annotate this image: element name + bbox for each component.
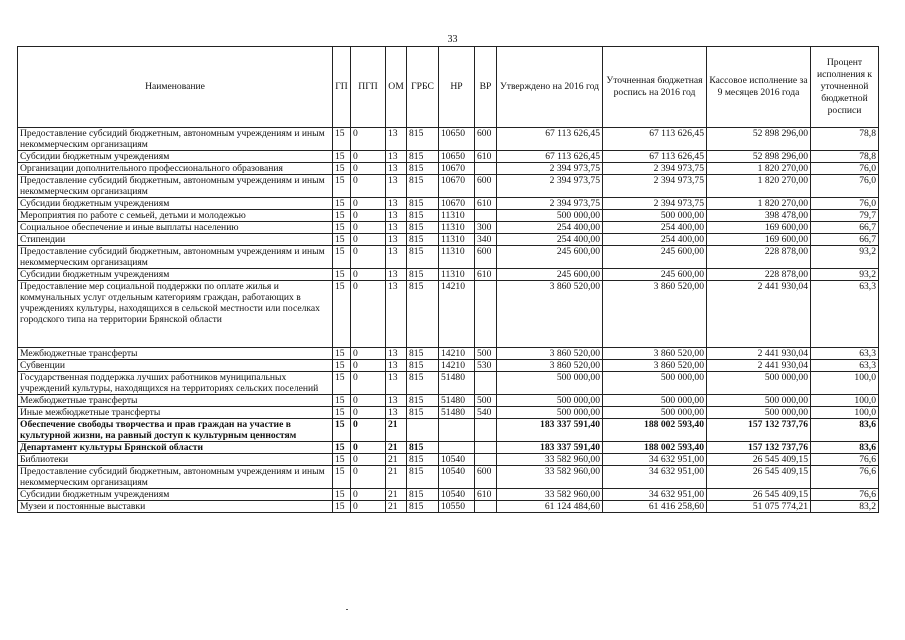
cell-percent: 83,6 — [811, 442, 879, 454]
cell-name: Государственная поддержка лучших работников муниципальных учреждений культуры, находящихся на территориях сельских поселений — [18, 372, 333, 395]
cell-cash: 228 878,00 — [707, 246, 811, 269]
table-row — [18, 198, 879, 210]
cell-om: 13 — [386, 128, 407, 151]
cell-grbs: 815 — [407, 466, 439, 489]
cell-vr: 600 — [475, 246, 497, 269]
cell-refined: 3 860 520,00 — [603, 281, 707, 348]
cell-gp: 15 — [333, 395, 351, 407]
cell-om: 13 — [386, 163, 407, 175]
cell-nr: 10540 — [439, 454, 475, 466]
cell-approved: 500 000,00 — [497, 407, 603, 419]
cell-om: 21 — [386, 501, 407, 513]
cell-approved: 2 394 973,75 — [497, 163, 603, 175]
cell-nr: 11310 — [439, 210, 475, 222]
cell-approved: 33 582 960,00 — [497, 489, 603, 501]
cell-cash: 500 000,00 — [707, 395, 811, 407]
cell-grbs: 815 — [407, 360, 439, 372]
cell-grbs: 815 — [407, 454, 439, 466]
cell-grbs — [407, 419, 439, 442]
cell-approved: 500 000,00 — [497, 210, 603, 222]
cell-vr: 300 — [475, 222, 497, 234]
cell-name: Субсидии бюджетным учреждениям — [18, 198, 333, 210]
table-row — [18, 489, 879, 501]
cell-refined: 500 000,00 — [603, 407, 707, 419]
cell-gp: 15 — [333, 269, 351, 281]
cell-om: 21 — [386, 419, 407, 442]
table-row — [18, 281, 879, 348]
cell-refined: 254 400,00 — [603, 234, 707, 246]
cell-grbs: 815 — [407, 198, 439, 210]
cell-om: 21 — [386, 466, 407, 489]
header-ppgp: ПГП — [351, 47, 386, 128]
table-row — [18, 466, 879, 489]
cell-vr — [475, 419, 497, 442]
cell-cash: 2 441 930,04 — [707, 281, 811, 348]
header-gp: ГП — [333, 47, 351, 128]
cell-vr: 500 — [475, 348, 497, 360]
cell-vr: 600 — [475, 128, 497, 151]
cell-gp: 15 — [333, 442, 351, 454]
cell-grbs: 815 — [407, 128, 439, 151]
table-row — [18, 234, 879, 246]
cell-name: Библиотеки — [18, 454, 333, 466]
scan-mark — [346, 609, 348, 610]
cell-refined: 500 000,00 — [603, 372, 707, 395]
cell-grbs: 815 — [407, 281, 439, 348]
cell-grbs: 815 — [407, 163, 439, 175]
table-row — [18, 246, 879, 269]
cell-approved: 2 394 973,75 — [497, 198, 603, 210]
cell-refined: 188 002 593,40 — [603, 419, 707, 442]
cell-ppgp: 0 — [351, 198, 386, 210]
cell-percent: 76,0 — [811, 163, 879, 175]
cell-ppgp: 0 — [351, 489, 386, 501]
cell-grbs: 815 — [407, 442, 439, 454]
cell-cash: 1 820 270,00 — [707, 175, 811, 198]
cell-cash: 169 600,00 — [707, 222, 811, 234]
table-row — [18, 501, 879, 513]
cell-om: 13 — [386, 234, 407, 246]
cell-om: 13 — [386, 198, 407, 210]
table-row — [18, 175, 879, 198]
cell-ppgp: 0 — [351, 407, 386, 419]
table-row — [18, 151, 879, 163]
table-row — [18, 163, 879, 175]
cell-approved: 183 337 591,40 — [497, 442, 603, 454]
cell-nr: 11310 — [439, 269, 475, 281]
cell-gp: 15 — [333, 454, 351, 466]
cell-approved: 3 860 520,00 — [497, 348, 603, 360]
cell-grbs: 815 — [407, 151, 439, 163]
cell-refined: 245 600,00 — [603, 269, 707, 281]
cell-ppgp: 0 — [351, 128, 386, 151]
table-row — [18, 454, 879, 466]
cell-approved: 33 582 960,00 — [497, 466, 603, 489]
header-approved: Утверждено на 2016 год — [497, 47, 603, 128]
cell-ppgp: 0 — [351, 372, 386, 395]
table-row — [18, 372, 879, 395]
cell-nr — [439, 442, 475, 454]
cell-percent: 78,8 — [811, 128, 879, 151]
cell-om: 13 — [386, 281, 407, 348]
cell-cash: 500 000,00 — [707, 372, 811, 395]
cell-om: 21 — [386, 489, 407, 501]
cell-om: 13 — [386, 175, 407, 198]
cell-ppgp: 0 — [351, 222, 386, 234]
cell-grbs: 815 — [407, 269, 439, 281]
cell-refined: 245 600,00 — [603, 246, 707, 269]
table-row — [18, 442, 879, 454]
cell-nr: 10670 — [439, 163, 475, 175]
cell-name: Субсидии бюджетным учреждениям — [18, 489, 333, 501]
cell-om: 13 — [386, 360, 407, 372]
cell-name: Предоставление субсидий бюджетным, автономным учреждениям и иным некоммерческим организациям — [18, 466, 333, 489]
table-row — [18, 360, 879, 372]
cell-name: Межбюджетные трансферты — [18, 395, 333, 407]
table-header-row — [18, 47, 879, 128]
cell-name: Межбюджетные трансферты — [18, 348, 333, 360]
cell-percent: 83,2 — [811, 501, 879, 513]
cell-nr: 51480 — [439, 372, 475, 395]
cell-percent: 66,7 — [811, 222, 879, 234]
cell-percent: 93,2 — [811, 246, 879, 269]
table-row — [18, 419, 879, 442]
table-row — [18, 222, 879, 234]
cell-nr: 14210 — [439, 348, 475, 360]
cell-name: Предоставление субсидий бюджетным, автономным учреждениям и иным некоммерческим организациям — [18, 128, 333, 151]
table-row — [18, 128, 879, 151]
cell-approved: 2 394 973,75 — [497, 175, 603, 198]
cell-cash: 26 545 409,15 — [707, 466, 811, 489]
budget-table — [17, 46, 879, 513]
cell-approved: 61 124 484,60 — [497, 501, 603, 513]
cell-ppgp: 0 — [351, 454, 386, 466]
cell-cash: 228 878,00 — [707, 269, 811, 281]
cell-percent: 63,3 — [811, 348, 879, 360]
cell-name: Субвенции — [18, 360, 333, 372]
cell-refined: 3 860 520,00 — [603, 348, 707, 360]
cell-cash: 2 441 930,04 — [707, 360, 811, 372]
cell-refined: 500 000,00 — [603, 395, 707, 407]
cell-nr: 11310 — [439, 246, 475, 269]
cell-percent: 79,7 — [811, 210, 879, 222]
cell-percent: 63,3 — [811, 360, 879, 372]
cell-approved: 3 860 520,00 — [497, 360, 603, 372]
cell-vr — [475, 210, 497, 222]
cell-nr: 10550 — [439, 501, 475, 513]
cell-vr: 600 — [475, 466, 497, 489]
cell-ppgp: 0 — [351, 419, 386, 442]
cell-ppgp: 0 — [351, 442, 386, 454]
cell-approved: 67 113 626,45 — [497, 128, 603, 151]
cell-refined: 500 000,00 — [603, 210, 707, 222]
cell-approved: 500 000,00 — [497, 395, 603, 407]
cell-refined: 254 400,00 — [603, 222, 707, 234]
cell-vr — [475, 163, 497, 175]
cell-percent: 93,2 — [811, 269, 879, 281]
cell-percent: 100,0 — [811, 395, 879, 407]
header-grbs: ГРБС — [407, 47, 439, 128]
cell-grbs: 815 — [407, 489, 439, 501]
table-row — [18, 348, 879, 360]
cell-percent: 76,6 — [811, 454, 879, 466]
cell-gp: 15 — [333, 281, 351, 348]
cell-refined: 3 860 520,00 — [603, 360, 707, 372]
cell-nr: 10670 — [439, 175, 475, 198]
cell-cash: 169 600,00 — [707, 234, 811, 246]
cell-refined: 34 632 951,00 — [603, 489, 707, 501]
cell-percent: 66,7 — [811, 234, 879, 246]
cell-om: 13 — [386, 407, 407, 419]
cell-name: Мероприятия по работе с семьей, детьми и молодежью — [18, 210, 333, 222]
cell-approved: 245 600,00 — [497, 246, 603, 269]
cell-approved: 33 582 960,00 — [497, 454, 603, 466]
cell-vr: 600 — [475, 175, 497, 198]
cell-gp: 15 — [333, 348, 351, 360]
cell-gp: 15 — [333, 210, 351, 222]
cell-percent: 63,3 — [811, 281, 879, 348]
cell-vr — [475, 454, 497, 466]
cell-om: 13 — [386, 246, 407, 269]
table-row — [18, 395, 879, 407]
cell-grbs: 815 — [407, 175, 439, 198]
cell-vr: 500 — [475, 395, 497, 407]
cell-grbs: 815 — [407, 407, 439, 419]
cell-om: 13 — [386, 348, 407, 360]
cell-ppgp: 0 — [351, 163, 386, 175]
cell-name: Департамент культуры Брянской области — [18, 442, 333, 454]
cell-percent: 76,6 — [811, 489, 879, 501]
cell-nr: 51480 — [439, 395, 475, 407]
cell-name: Обеспечение свободы творчества и прав граждан на участие в культурной жизни, на равный доступ к культурным ценностям — [18, 419, 333, 442]
cell-gp: 15 — [333, 466, 351, 489]
cell-gp: 15 — [333, 234, 351, 246]
header-name: Наименование — [18, 47, 333, 128]
cell-om: 13 — [386, 372, 407, 395]
cell-approved: 245 600,00 — [497, 269, 603, 281]
cell-nr: 14210 — [439, 281, 475, 348]
cell-gp: 15 — [333, 372, 351, 395]
cell-refined: 188 002 593,40 — [603, 442, 707, 454]
cell-ppgp: 0 — [351, 246, 386, 269]
cell-nr: 11310 — [439, 234, 475, 246]
cell-nr: 14210 — [439, 360, 475, 372]
page-number: 33 — [447, 34, 458, 45]
cell-percent: 76,0 — [811, 175, 879, 198]
cell-refined: 34 632 951,00 — [603, 466, 707, 489]
cell-gp: 15 — [333, 128, 351, 151]
cell-approved: 3 860 520,00 — [497, 281, 603, 348]
cell-ppgp: 0 — [351, 269, 386, 281]
header-vr: ВР — [475, 47, 497, 128]
cell-name: Субсидии бюджетным учреждениям — [18, 151, 333, 163]
cell-approved: 183 337 591,40 — [497, 419, 603, 442]
cell-om: 13 — [386, 269, 407, 281]
cell-name: Предоставление субсидий бюджетным, автономным учреждениям и иным некоммерческим организациям — [18, 175, 333, 198]
cell-vr: 530 — [475, 360, 497, 372]
cell-ppgp: 0 — [351, 281, 386, 348]
cell-refined: 34 632 951,00 — [603, 454, 707, 466]
cell-om: 13 — [386, 395, 407, 407]
cell-ppgp: 0 — [351, 210, 386, 222]
cell-name: Социальное обеспечение и иные выплаты населению — [18, 222, 333, 234]
cell-ppgp: 0 — [351, 151, 386, 163]
cell-om: 13 — [386, 222, 407, 234]
cell-ppgp: 0 — [351, 395, 386, 407]
cell-ppgp: 0 — [351, 175, 386, 198]
cell-name: Иные межбюджетные трансферты — [18, 407, 333, 419]
cell-nr — [439, 419, 475, 442]
cell-ppgp: 0 — [351, 348, 386, 360]
cell-gp: 15 — [333, 163, 351, 175]
header-cash: Кассовое исполнение за 9 месяцев 2016 года — [707, 47, 811, 128]
cell-refined: 2 394 973,75 — [603, 163, 707, 175]
cell-cash: 52 898 296,00 — [707, 151, 811, 163]
cell-gp: 15 — [333, 246, 351, 269]
table-row — [18, 269, 879, 281]
cell-vr: 610 — [475, 198, 497, 210]
cell-refined: 2 394 973,75 — [603, 175, 707, 198]
cell-nr: 10540 — [439, 489, 475, 501]
cell-vr: 610 — [475, 151, 497, 163]
cell-gp: 15 — [333, 360, 351, 372]
cell-nr: 10670 — [439, 198, 475, 210]
cell-ppgp: 0 — [351, 501, 386, 513]
cell-refined: 61 416 258,60 — [603, 501, 707, 513]
cell-name: Субсидии бюджетным учреждениям — [18, 269, 333, 281]
cell-nr: 10650 — [439, 151, 475, 163]
cell-grbs: 815 — [407, 246, 439, 269]
cell-refined: 67 113 626,45 — [603, 151, 707, 163]
cell-gp: 15 — [333, 175, 351, 198]
cell-percent: 76,0 — [811, 198, 879, 210]
cell-vr: 610 — [475, 489, 497, 501]
cell-vr — [475, 442, 497, 454]
table-body — [18, 128, 879, 513]
cell-vr: 610 — [475, 269, 497, 281]
cell-grbs: 815 — [407, 222, 439, 234]
header-percent: Процент исполнения к уточненной бюджетной росписи — [811, 47, 879, 128]
cell-approved: 67 113 626,45 — [497, 151, 603, 163]
cell-name: Стипендии — [18, 234, 333, 246]
cell-vr — [475, 501, 497, 513]
cell-cash: 51 075 774,21 — [707, 501, 811, 513]
cell-vr — [475, 372, 497, 395]
cell-cash: 26 545 409,15 — [707, 489, 811, 501]
cell-grbs: 815 — [407, 395, 439, 407]
cell-nr: 10650 — [439, 128, 475, 151]
cell-cash: 1 820 270,00 — [707, 163, 811, 175]
cell-approved: 254 400,00 — [497, 222, 603, 234]
cell-cash: 26 545 409,15 — [707, 454, 811, 466]
table-row — [18, 210, 879, 222]
cell-percent: 78,8 — [811, 151, 879, 163]
cell-vr: 340 — [475, 234, 497, 246]
cell-ppgp: 0 — [351, 360, 386, 372]
cell-nr: 11310 — [439, 222, 475, 234]
cell-vr — [475, 281, 497, 348]
cell-name: Предоставление мер социальной поддержки по оплате жилья и коммунальных услуг отдельным категориям граждан, работающих в учреждениях культуры, находящихся в сельской местности или поселках городского типа на территории Брянской области — [18, 281, 333, 348]
cell-grbs: 815 — [407, 210, 439, 222]
cell-refined: 2 394 973,75 — [603, 198, 707, 210]
cell-om: 13 — [386, 210, 407, 222]
cell-ppgp: 0 — [351, 234, 386, 246]
cell-cash: 157 132 737,76 — [707, 419, 811, 442]
cell-nr: 51480 — [439, 407, 475, 419]
cell-gp: 15 — [333, 151, 351, 163]
cell-gp: 15 — [333, 501, 351, 513]
cell-nr: 10540 — [439, 466, 475, 489]
cell-cash: 157 132 737,76 — [707, 442, 811, 454]
cell-cash: 52 898 296,00 — [707, 128, 811, 151]
cell-om: 21 — [386, 454, 407, 466]
cell-approved: 500 000,00 — [497, 372, 603, 395]
cell-cash: 1 820 270,00 — [707, 198, 811, 210]
cell-gp: 15 — [333, 198, 351, 210]
cell-approved: 254 400,00 — [497, 234, 603, 246]
cell-percent: 76,6 — [811, 466, 879, 489]
cell-percent: 100,0 — [811, 372, 879, 395]
cell-grbs: 815 — [407, 348, 439, 360]
cell-name: Организации дополнительного профессионального образования — [18, 163, 333, 175]
header-refined: Уточненная бюджетная роспись на 2016 год — [603, 47, 707, 128]
cell-gp: 15 — [333, 489, 351, 501]
cell-refined: 67 113 626,45 — [603, 128, 707, 151]
cell-gp: 15 — [333, 407, 351, 419]
cell-grbs: 815 — [407, 501, 439, 513]
header-nr: НР — [439, 47, 475, 128]
table-row — [18, 407, 879, 419]
cell-om: 13 — [386, 151, 407, 163]
cell-grbs: 815 — [407, 234, 439, 246]
cell-om: 21 — [386, 442, 407, 454]
cell-cash: 2 441 930,04 — [707, 348, 811, 360]
cell-name: Предоставление субсидий бюджетным, автономным учреждениям и иным некоммерческим организациям — [18, 246, 333, 269]
cell-percent: 100,0 — [811, 407, 879, 419]
cell-vr: 540 — [475, 407, 497, 419]
cell-cash: 398 478,00 — [707, 210, 811, 222]
cell-gp: 15 — [333, 419, 351, 442]
cell-cash: 500 000,00 — [707, 407, 811, 419]
cell-ppgp: 0 — [351, 466, 386, 489]
cell-percent: 83,6 — [811, 419, 879, 442]
cell-grbs: 815 — [407, 372, 439, 395]
cell-name: Музеи и постоянные выставки — [18, 501, 333, 513]
header-om: ОМ — [386, 47, 407, 128]
cell-gp: 15 — [333, 222, 351, 234]
